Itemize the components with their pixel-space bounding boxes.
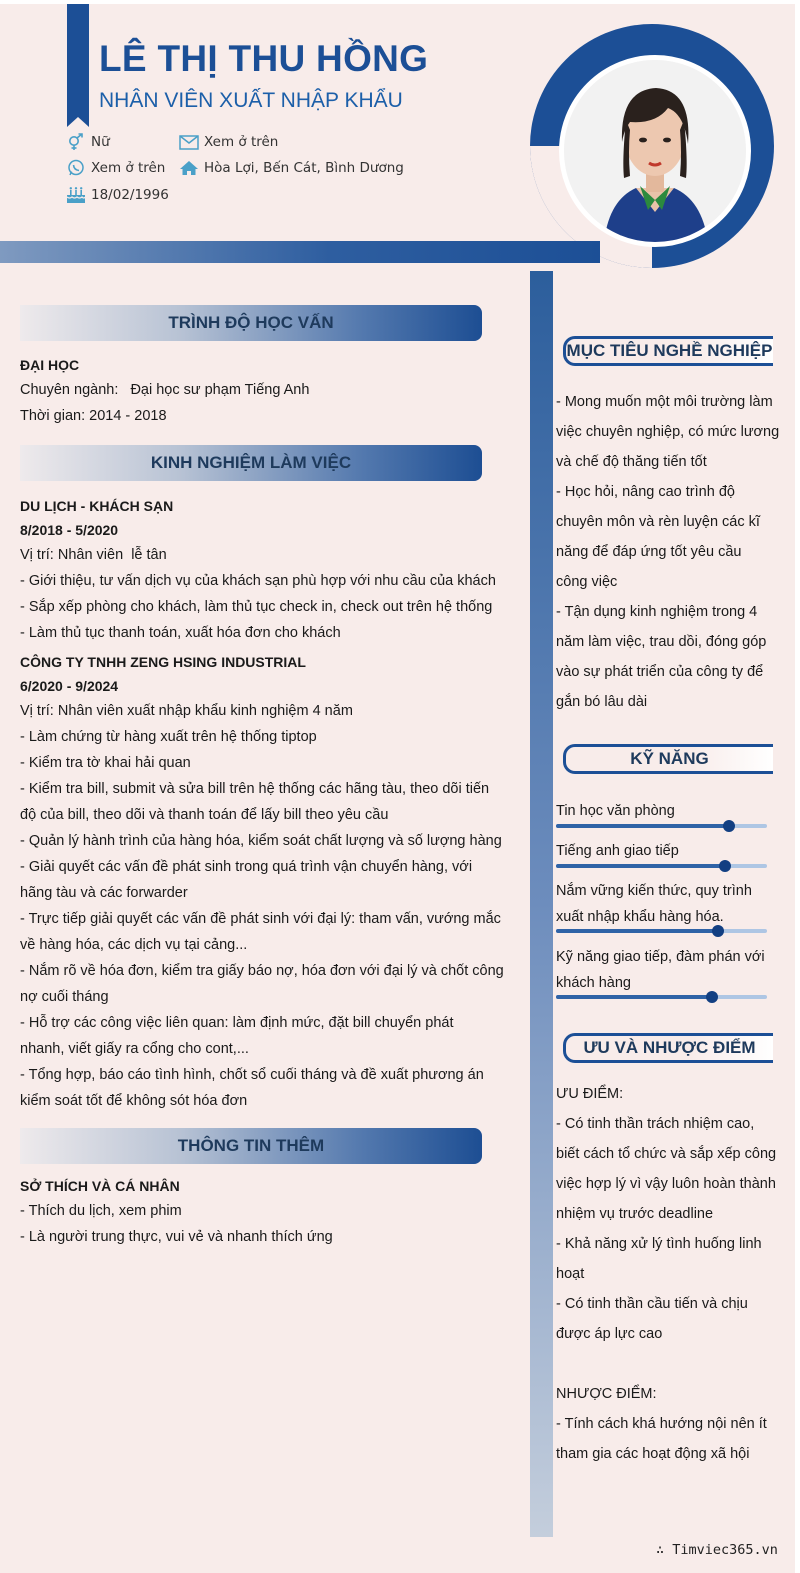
- objective-line: chuyên môn và rèn luyện các kĩ: [556, 514, 760, 530]
- column-divider: [530, 271, 553, 1537]
- home-icon: [179, 159, 199, 177]
- pros-line: - Khả năng xử lý tình huống linh: [556, 1236, 762, 1252]
- experience-job-2: [20, 650, 520, 1114]
- cv-page: [0, 4, 795, 1573]
- skill-level-bar: [556, 824, 767, 828]
- pros-line: - Có tinh thần trách nhiệm cao,: [556, 1116, 755, 1132]
- objective-heading: MỤC TIÊU NGHỀ NGHIỆP: [563, 336, 773, 366]
- job-line: kiểm soát tốt để không sót hóa đơn: [20, 1093, 248, 1109]
- cons-line: - Tính cách khá hướng nội nên ít: [556, 1416, 767, 1432]
- phone-info: [66, 159, 165, 177]
- skill-level-bar: [556, 864, 767, 868]
- candidate-name: LÊ THỊ THU HỒNG: [99, 38, 429, 79]
- extra-info-heading: THÔNG TIN THÊM: [20, 1128, 482, 1164]
- experience-job-1: [20, 494, 520, 646]
- skill-level-knob: [723, 820, 735, 832]
- gender-icon: [66, 133, 86, 151]
- skill-level-fill: [556, 864, 725, 868]
- objective-line: gắn bó lâu dài: [556, 694, 648, 710]
- gender-value: Nữ: [91, 134, 110, 150]
- profile-photo: [559, 55, 751, 247]
- email-value: Xem ở trên: [204, 134, 279, 150]
- skill-level-bar: [556, 929, 767, 933]
- education-time: Thời gian: 2014 - 2018: [20, 408, 167, 424]
- skill-level-knob: [706, 991, 718, 1003]
- skill-label: Nắm vững kiến thức, quy trình xuất nhập khẩu hàng hóa.: [556, 883, 752, 925]
- hobby-line: - Là người trung thực, vui vẻ và nhanh thích ứng: [20, 1229, 333, 1245]
- skill-level-bar: [556, 995, 767, 999]
- whatsapp-icon: [66, 159, 86, 177]
- skills-heading: KỸ NĂNG: [563, 744, 773, 774]
- job-line: - Tổng hợp, báo cáo tình hình, chốt sổ cuối tháng và đề xuất phương án: [20, 1067, 484, 1083]
- skill-level-fill: [556, 995, 712, 999]
- job-line: - Trực tiếp giải quyết các vấn đề phát sinh với đại lý: tham vấn, vướng mắc: [20, 911, 501, 927]
- objective-line: và chế độ thăng tiến tốt: [556, 454, 707, 470]
- job-company: CÔNG TY TNHH ZENG HSING INDUSTRIAL: [20, 654, 306, 670]
- hobbies-heading: SỞ THÍCH VÀ CÁ NHÂN: [20, 1178, 180, 1194]
- bookmark-ribbon: [67, 4, 89, 126]
- experience-heading: KINH NGHIỆM LÀM VIỆC: [20, 445, 482, 481]
- skill-label: Tiếng anh giao tiếp: [556, 843, 679, 859]
- hobby-line: - Thích du lịch, xem phim: [20, 1203, 182, 1219]
- pros-title: ƯU ĐIỂM:: [556, 1086, 624, 1102]
- extra-info-section: [20, 1174, 520, 1250]
- objective-line: vào sự phát triển của công ty để: [556, 664, 764, 680]
- objective-line: - Học hỏi, nâng cao trình độ: [556, 484, 735, 500]
- skill-level-knob: [712, 925, 724, 937]
- job-line: Vị trí: Nhân viên xuất nhập khẩu kinh nghiệm 4 năm: [20, 703, 353, 719]
- pros-cons-heading: ƯU VÀ NHƯỢC ĐIỂM: [563, 1033, 773, 1063]
- job-line: - Sắp xếp phòng cho khách, làm thủ tục check in, check out trên hệ thống: [20, 599, 493, 615]
- education-section: [20, 353, 520, 429]
- cons-line: tham gia các hoạt động xã hội: [556, 1446, 750, 1462]
- pros-cons-section: [556, 1079, 782, 1469]
- mail-icon: [179, 133, 199, 151]
- job-line: - Giải quyết các vấn đề phát sinh trong quá trình vận chuyển hàng, với: [20, 859, 473, 875]
- pros-line: hoạt: [556, 1266, 585, 1282]
- job-line: - Làm thủ tục thanh toán, xuất hóa đơn cho khách: [20, 625, 341, 641]
- objective-line: - Mong muốn một môi trường làm: [556, 394, 773, 410]
- job-line: Vị trí: Nhân viên lễ tân: [20, 547, 167, 563]
- email-info: [179, 133, 278, 151]
- job-title: NHÂN VIÊN XUẤT NHẬP KHẨU: [99, 89, 403, 112]
- objective-section: [556, 387, 782, 717]
- skill-level-fill: [556, 929, 718, 933]
- education-level: ĐẠI HỌC: [20, 357, 80, 373]
- job-period: 6/2020 - 9/2024: [20, 678, 119, 694]
- education-heading: TRÌNH ĐỘ HỌC VẤN: [20, 305, 482, 341]
- skill-level-knob: [719, 860, 731, 872]
- objective-line: năng để đáp ứng tốt yêu cầu: [556, 544, 742, 560]
- job-line: - Quản lý hành trình của hàng hóa, kiểm soát chất lượng và số lượng hàng: [20, 833, 502, 849]
- job-line: nợ cuối tháng: [20, 989, 109, 1005]
- address-info: [179, 159, 404, 177]
- job-company: DU LỊCH - KHÁCH SẠN: [20, 498, 174, 514]
- birthday-cake-icon: [66, 186, 86, 204]
- objective-line: - Tận dụng kinh nghiệm trong 4: [556, 604, 758, 620]
- job-line: - Nắm rõ về hóa đơn, kiểm tra giấy báo nợ, hóa đơn với đại lý và chốt công: [20, 963, 504, 979]
- job-line: độ của bill, theo dõi và thanh toán để lấy bill theo yêu cầu: [20, 807, 389, 823]
- skill-label: Kỹ năng giao tiếp, đàm phán với khách hàng: [556, 949, 765, 991]
- job-line: về hàng hóa, các dịch vụ tại cảng...: [20, 937, 248, 953]
- pros-line: việc hợp lý vì vậy luôn hoàn thành: [556, 1176, 776, 1192]
- job-period: 8/2018 - 5/2020: [20, 522, 119, 538]
- cons-title: NHƯỢC ĐIỂM:: [556, 1386, 657, 1402]
- skill-level-fill: [556, 824, 729, 828]
- education-major: Chuyên ngành: Đại học sư phạm Tiếng Anh: [20, 382, 310, 398]
- job-line: - Kiểm tra tờ khai hải quan: [20, 755, 191, 771]
- objective-line: công việc: [556, 574, 618, 590]
- pros-line: - Có tinh thần cầu tiến và chịu: [556, 1296, 748, 1312]
- birthday-info: [66, 186, 169, 204]
- job-line: - Làm chứng từ hàng xuất trên hệ thống tiptop: [20, 729, 317, 745]
- address-value: Hòa Lợi, Bến Cát, Bình Dương: [204, 160, 404, 176]
- gender-info: [66, 133, 110, 151]
- header-band: [0, 241, 600, 263]
- watermark-footer: ∴ Timviec365.vn: [656, 1542, 778, 1558]
- birthday-value: 18/02/1996: [91, 187, 169, 203]
- pros-line: được áp lực cao: [556, 1326, 663, 1342]
- pros-line: nhiệm vụ trước deadline: [556, 1206, 714, 1222]
- phone-value: Xem ở trên: [91, 160, 166, 176]
- job-line: - Hỗ trợ các công việc liên quan: làm định mức, đặt bill chuyển phát: [20, 1015, 454, 1031]
- job-line: - Kiểm tra bill, submit và sửa bill trên hệ thống các hãng tàu, theo dõi tiến: [20, 781, 490, 797]
- job-line: - Giới thiệu, tư vấn dịch vụ của khách sạn phù hợp với nhu cầu của khách: [20, 573, 496, 589]
- job-line: hãng tàu và các forwarder: [20, 885, 188, 901]
- pros-line: biết cách tổ chức và sắp xếp công: [556, 1146, 777, 1162]
- skill-label: Tin học văn phòng: [556, 803, 675, 819]
- objective-line: việc chuyên nghiệp, có mức lương: [556, 424, 780, 440]
- objective-line: năm làm việc, trau dồi, đóng góp: [556, 634, 767, 650]
- job-line: nhanh, viết giấy ra cổng cho cont,...: [20, 1041, 249, 1057]
